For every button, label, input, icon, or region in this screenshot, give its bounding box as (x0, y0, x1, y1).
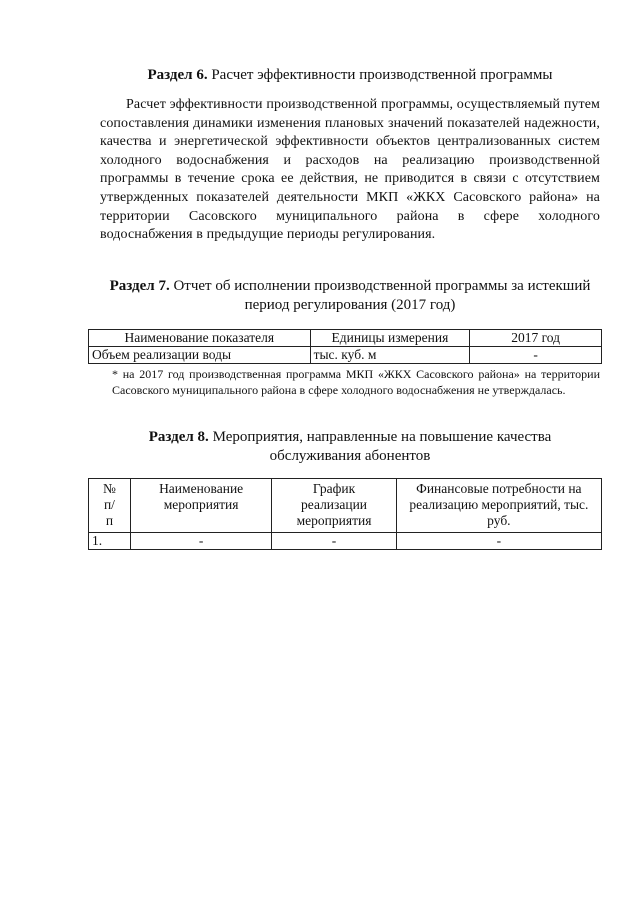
table-cell: - (470, 347, 602, 364)
table-row (89, 347, 602, 364)
table-cell: 1. (89, 533, 131, 550)
section-6-number: Раздел 6. (147, 67, 208, 83)
section-8-title (100, 428, 600, 466)
table-header-row (89, 479, 602, 533)
table-header-row (89, 330, 602, 347)
table-cell: тыс. куб. м (310, 347, 470, 364)
table-cell: - (396, 533, 601, 550)
section-6-heading-text: Расчет эффективности производственной программы (211, 67, 553, 83)
column-header: Единицы измерения (310, 330, 470, 347)
section-7-footnote: * на 2017 год производственная программа МКП «ЖКХ Сасовского района» на территории Сасовского муниципального района в сфере холодного водоснабжения не утверждалась. (112, 367, 600, 397)
column-header: Наименование показателя (89, 330, 311, 347)
column-header: № п/п (89, 479, 131, 533)
table-cell: - (130, 533, 271, 550)
table-row (89, 533, 602, 550)
section-6-paragraph-text: Расчет эффективности производственной программы, осуществляемый путем сопоставления динамики изменения плановых значений показателей надежности, качества и энергетической эффективности объектов централизованных систем холодного водоснабжения и расходов на реализацию производственной программы в течение срока ее действия, не приводится в связи с отсутствием утвержденных показателей деятельности МКП «ЖКХ Сасовского района» на территории Сасовского муниципального района в сфере холодного водоснабжения в предыдущие периоды регулирования. (100, 97, 600, 243)
column-header: Финансовые потребности на реализацию мероприятий, тыс. руб. (396, 479, 601, 533)
section-6-title (100, 66, 600, 85)
column-header: Наименование мероприятия (130, 479, 271, 533)
section-8-table (88, 478, 602, 550)
table-cell: - (272, 533, 396, 550)
column-header: 2017 год (470, 330, 602, 347)
section-6-paragraph (100, 96, 600, 245)
section-8-number: Раздел 8. (148, 429, 209, 445)
section-7-table (88, 329, 602, 364)
section-7-number: Раздел 7. (109, 278, 170, 294)
column-header: График реализации мероприятия (272, 479, 396, 533)
section-7-title (90, 277, 610, 315)
section-7-heading-line1: Отчет об исполнении производственной программы за истекший (173, 278, 591, 294)
table-cell: Объем реализации воды (89, 347, 311, 364)
section-7-heading-line2: период регулирования (2017 год) (244, 297, 456, 313)
section-8-heading-line1: Мероприятия, направленные на повышение качества (212, 429, 552, 445)
section-8-heading-line2: обслуживания абонентов (269, 448, 431, 464)
